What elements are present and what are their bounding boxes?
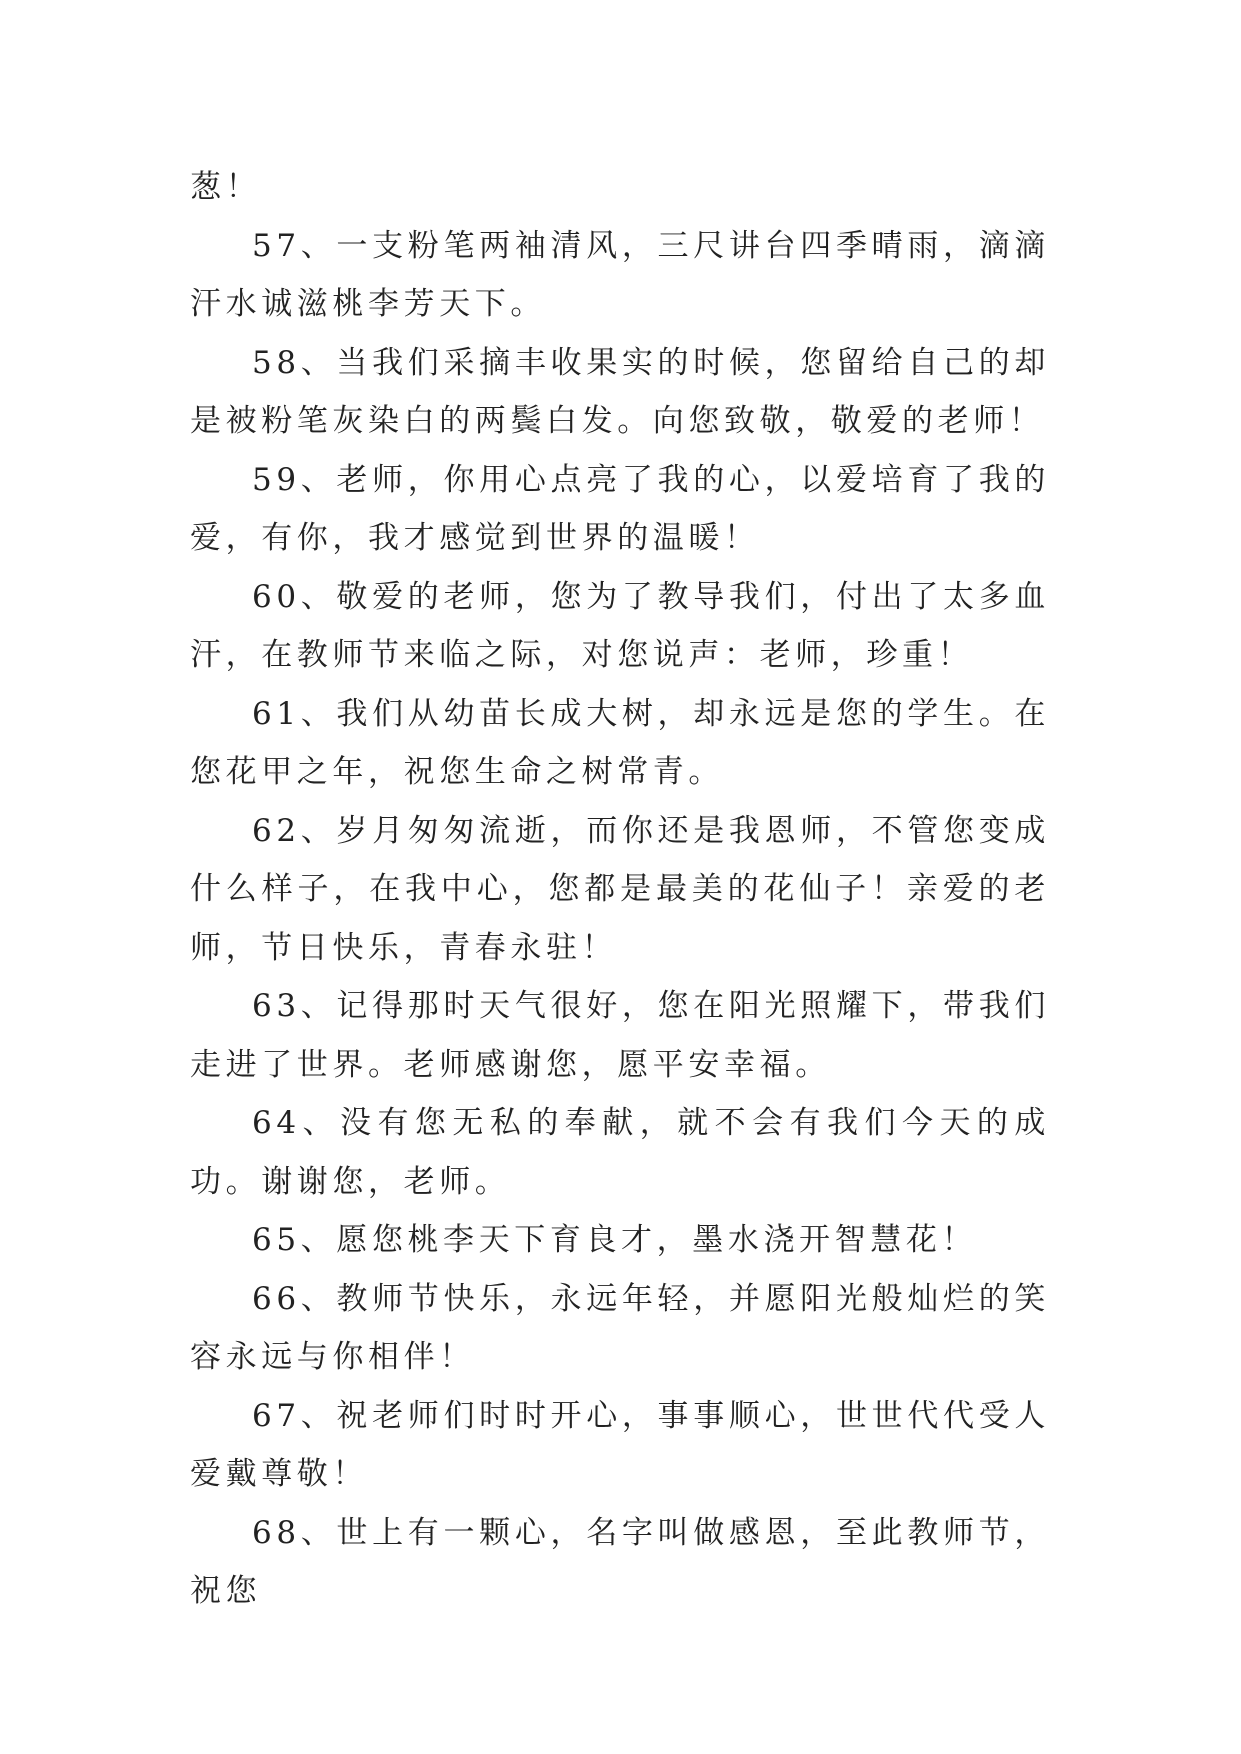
paragraph-63: 63、记得那时天气很好，您在阳光照耀下，带我们走进了世界。老师感谢您，愿平安幸福。 (190, 988, 1050, 1083)
paragraph-68: 68、世上有一颗心，名字叫做感恩，至此教师节，祝您 (190, 1514, 1050, 1609)
paragraph-65: 65、愿您桃李天下育良才，墨水浇开智慧花！ (252, 1222, 978, 1258)
paragraph-62: 62、岁月匆匆流逝，而你还是我恩师，不管您变成什么样子，在我中心，您都是最美的花仙子！亲爱的老师，节日快乐，青春永驻！ (190, 812, 1050, 966)
document-body (190, 158, 1050, 1621)
paragraph-58: 58、当我们采摘丰收果实的时候，您留给自己的却是被粉笔灰染白的两鬓白发。向您致敬，敬爱的老师！ (190, 344, 1050, 439)
paragraph-64: 64、没有您无私的奉献，就不会有我们今天的成功。谢谢您，老师。 (190, 1105, 1050, 1200)
paragraph-61: 61、我们从幼苗长成大树，却永远是您的学生。在您花甲之年，祝您生命之树常青。 (190, 695, 1050, 790)
paragraph-59: 59、老师，你用心点亮了我的心，以爱培育了我的爱，有你，我才感觉到世界的温暖！ (190, 461, 1050, 556)
paragraph-67: 67、祝老师们时时开心，事事顺心，世世代代受人爱戴尊敬！ (190, 1397, 1050, 1492)
paragraph-continuation: 葱！ (190, 169, 262, 205)
paragraph-57: 57、一支粉笔两袖清风，三尺讲台四季晴雨，滴滴汗水诚滋桃李芳天下。 (190, 227, 1050, 322)
paragraph-60: 60、敬爱的老师，您为了教导我们，付出了太多血汗，在教师节来临之际，对您说声：老师，珍重！ (190, 578, 1050, 673)
paragraph-66: 66、教师节快乐，永远年轻，并愿阳光般灿烂的笑容永远与你相伴！ (190, 1280, 1050, 1375)
